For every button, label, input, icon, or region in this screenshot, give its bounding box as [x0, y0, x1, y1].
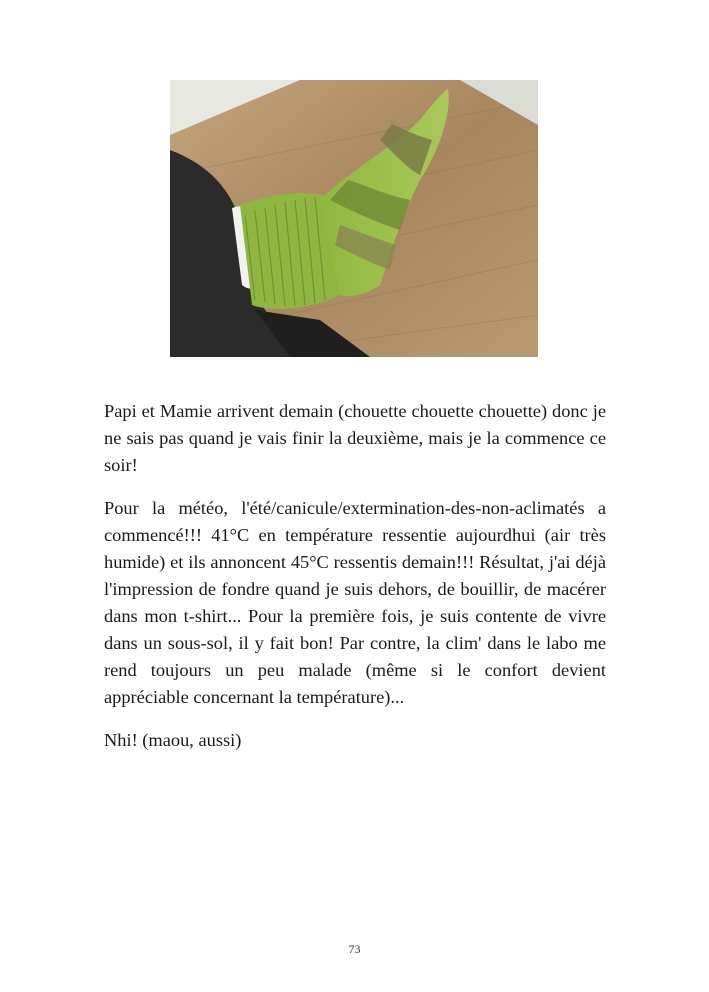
sock-photo [170, 80, 538, 357]
page-number: 73 [348, 942, 361, 956]
paragraph-1: Papi et Mamie arrivent demain (chouette chouette chouette) donc je ne sais pas quand je vais finir la deuxième, mais je la commence ce soir! [104, 401, 606, 475]
body-text [104, 398, 606, 770]
paragraph-3: Nhi! (maou, aussi) [104, 730, 242, 750]
paragraph-2: Pour la météo, l'été/canicule/extermination-des-non-aclimatés a commencé!!! 41°C en température ressentie aujourdhui (air très humide) et ils annoncent 45°C ressentis demain!!! Résultat, j'ai déjà l'impression de fondre quand je suis dehors, de bouillir, de macérer dans mon t-shirt... Pour la première fois, je suis contente de vivre dans un sous-sol, il y fait bon! Par contre, la clim' dans le labo me rend toujours un peu malade (même si le confort devient appréciable concernant la température)... [104, 498, 606, 707]
